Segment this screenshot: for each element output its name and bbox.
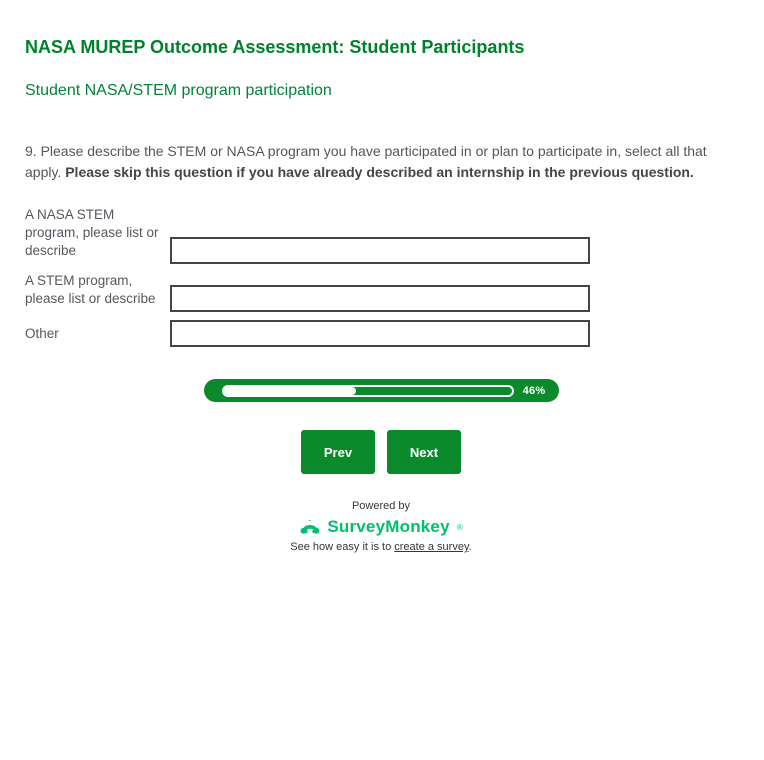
surveymonkey-brand-link[interactable] — [25, 517, 737, 537]
progress-fill — [224, 387, 357, 395]
nasa-stem-program-input[interactable] — [170, 237, 590, 264]
nav-buttons — [25, 430, 737, 474]
progress-percent-label: 46% — [522, 384, 546, 397]
survey-title: NASA MUREP Outcome Assessment: Student Participants — [25, 37, 525, 57]
field-row-nasa-stem-program — [25, 206, 737, 264]
surveymonkey-wordmark: SurveyMonkey — [327, 517, 450, 536]
surveymonkey-logo-icon — [299, 518, 321, 536]
trademark-symbol: ® — [456, 522, 463, 532]
stem-program-input[interactable] — [170, 285, 590, 312]
survey-page — [0, 37, 764, 553]
field-row-other — [25, 320, 737, 347]
progress-bar — [204, 379, 559, 402]
tagline-prefix: See how easy it is to — [290, 541, 395, 553]
question-text — [25, 141, 737, 183]
powered-by-label: Powered by — [351, 500, 411, 512]
progress-track — [222, 385, 514, 397]
other-input[interactable] — [170, 320, 590, 347]
tagline-suffix: . — [468, 541, 472, 553]
field-label-stem-program: A STEM program, please list or describe — [25, 273, 156, 306]
field-label-other: Other — [25, 326, 59, 341]
answer-fields — [25, 206, 737, 347]
create-a-survey-link[interactable]: create a survey — [394, 541, 469, 553]
question-text-normal: 9. Please describe the STEM or NASA program you have participated in or plan to participate in, select all that apply. — [25, 143, 707, 180]
survey-page-subtitle: Student NASA/STEM program participation — [25, 82, 332, 99]
question-text-bold: Please skip this question if you have already described an internship in the previous question. — [65, 164, 694, 180]
progress-section — [25, 379, 737, 402]
next-button[interactable]: Next — [387, 430, 461, 474]
prev-button[interactable]: Prev — [301, 430, 375, 474]
footer — [25, 500, 737, 553]
field-row-stem-program — [25, 272, 737, 312]
footer-tagline — [25, 541, 737, 553]
field-label-nasa-stem-program: A NASA STEM program, please list or describe — [25, 207, 159, 258]
